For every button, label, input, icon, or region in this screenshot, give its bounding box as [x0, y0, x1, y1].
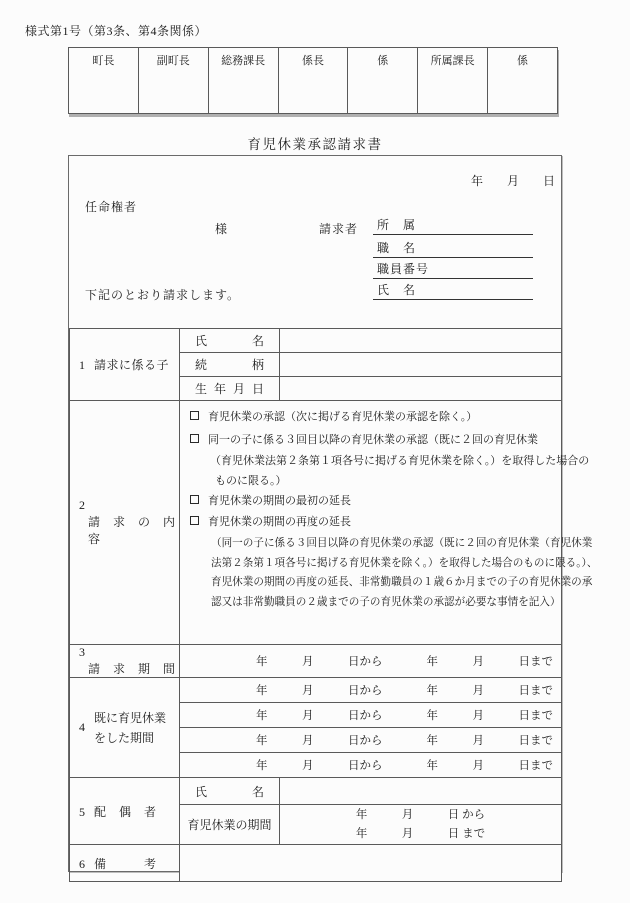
section-6-label: 備 考: [94, 856, 157, 871]
note-line: 認又は非常勤職員の２歳までの子の育児休業の承認が必要な事情を記入）: [211, 596, 561, 608]
stamp-cell-staff: 係: [348, 48, 418, 114]
section-3-label-cell: [70, 645, 180, 678]
child-relation-label: 続 柄: [180, 353, 280, 377]
section-1-number: 1: [79, 358, 85, 372]
field-employee-number: [373, 260, 533, 279]
section-2-label: 請 求 の 内 容: [88, 515, 189, 546]
spouse-name-label: 氏 名: [180, 778, 280, 805]
position-title-label: 職 名: [377, 241, 417, 255]
past-period-cell-1: [180, 678, 562, 703]
option-approval: [190, 407, 553, 428]
note-line: （同一の子に係る３回目以降の育児休業の承認（既に２回の育児休業（育児休業: [211, 538, 593, 549]
section-4-label-cell: [70, 678, 180, 778]
form-header-area: [69, 156, 561, 328]
section-4-label: [94, 708, 166, 748]
appointer-label: 任命権者: [85, 200, 138, 214]
field-position-title: [373, 239, 533, 258]
option-third-or-later-text: 同一の子に係る３回目以降の育児休業の承認（既に２回の育児休業: [208, 434, 538, 446]
page-title: 育児休業承認請求書: [247, 137, 383, 152]
note-line: 法第２条第１項各号に掲げる育児休業を除く。）を取得した場合のものに限る。）、: [211, 557, 598, 569]
request-period-cell: [180, 645, 562, 678]
child-birthdate-value-cell: [280, 377, 562, 401]
period-from: 年 月 日から: [256, 735, 383, 747]
period-from: 年 月 日から: [256, 685, 383, 697]
stamp-cell-deputy-mayor: 副町長: [138, 48, 208, 114]
section-5-label-cell: [70, 778, 180, 845]
stamp-cell-department-chief: 所属課長: [418, 48, 488, 114]
option-second-extension: [190, 512, 553, 533]
period-to: 年 月 日まで: [426, 735, 553, 747]
spouse-name-value-cell: [280, 778, 562, 805]
name-label: 氏 名: [377, 283, 417, 297]
section-5-label: 配 偶 者: [94, 804, 157, 819]
section-4-label-line1: 既に育児休業: [94, 710, 167, 725]
section-3-number: 3: [79, 645, 85, 659]
period-to: 年 月 日まで: [426, 685, 553, 697]
section-4-number: 4: [79, 720, 85, 734]
spouse-period-to: 年 月 日 まで: [355, 827, 486, 840]
form-code-label: 様式第1号（第3条、第4条関係）: [25, 24, 208, 38]
section-6-number: 6: [79, 856, 85, 871]
child-name-value-cell: [280, 329, 562, 353]
spouse-period-label: 育児休業の期間: [180, 805, 280, 845]
spouse-period-from: 年 月 日 から: [355, 808, 486, 821]
stamp-approval-table: [68, 47, 558, 114]
spouse-period-cell: [280, 805, 562, 845]
option-third-or-later-cont: （育児休業法第２条第１項各号に掲げる育児休業を除く。）を取得した場合の: [210, 455, 590, 467]
period-to: 年 月 日まで: [426, 710, 553, 722]
child-name-label: 氏 名: [180, 329, 280, 353]
option-first-extension-text: 育児休業の期間の最初の延長: [208, 495, 351, 507]
option-first-extension: [190, 491, 553, 512]
request-detail-table: [69, 328, 598, 882]
period-from: 年 月 日から: [256, 656, 383, 668]
content-note: [190, 534, 598, 612]
main-form-box: [68, 155, 598, 872]
stamp-cell-general-affairs-chief: 総務課長: [208, 48, 278, 114]
checkbox-icon: [190, 516, 199, 525]
section-1-label: 請求に係る子: [94, 358, 170, 372]
field-affiliation: [373, 216, 533, 235]
section-2-number: 2: [79, 498, 85, 512]
period-from: 年 月 日から: [256, 760, 383, 772]
affiliation-label: 所 属: [377, 218, 417, 232]
remarks-value-cell: [180, 845, 562, 882]
section-1-label-cell: [70, 329, 180, 401]
stamp-cell-mayor: 町長: [69, 48, 139, 114]
past-period-cell-4: [180, 753, 562, 778]
date-field: 年 月 日: [470, 174, 555, 188]
checkbox-icon: [190, 434, 199, 443]
field-name: [373, 281, 533, 300]
period-to: 年 月 日まで: [426, 656, 553, 668]
period-to: 年 月 日まで: [426, 760, 553, 772]
option-third-or-later: [190, 430, 553, 451]
child-birthdate-label: 生 年 月 日: [180, 377, 280, 401]
section-5-number: 5: [79, 804, 85, 819]
option-second-extension-text: 育児休業の期間の再度の延長: [208, 516, 351, 528]
note-line: 育児休業の期間の再度の延長、非常勤職員の１歳６か月までの子の育児休業の承: [211, 577, 593, 588]
request-content-cell: [180, 401, 598, 645]
section-6-label-cell: [70, 845, 180, 882]
stamp-cell-staff-2: 係: [488, 48, 558, 114]
section-3-label: 請 求 期 間: [88, 662, 176, 676]
option-approval-text: 育児休業の承認（次に掲げる育児休業の承認を除く。）: [208, 411, 478, 423]
past-period-cell-2: [180, 703, 562, 728]
employee-number-label: 職員番号: [377, 262, 430, 276]
section-4-label-line2: をした期間: [94, 730, 155, 745]
period-from: 年 月 日から: [256, 710, 383, 722]
section-2-label-cell: [70, 401, 189, 645]
checkbox-icon: [190, 411, 199, 420]
past-period-cell-3: [180, 728, 562, 753]
child-relation-value-cell: [280, 353, 562, 377]
stamp-cell-section-chief: 係長: [278, 48, 348, 114]
requester-label: 請求者: [319, 222, 359, 236]
option-third-or-later-cont2: ものに限る。）: [215, 475, 287, 487]
checkbox-icon: [190, 495, 199, 504]
addressee-sama-label: 様: [215, 222, 228, 236]
request-statement: 下記のとおり請求します。: [85, 288, 241, 302]
